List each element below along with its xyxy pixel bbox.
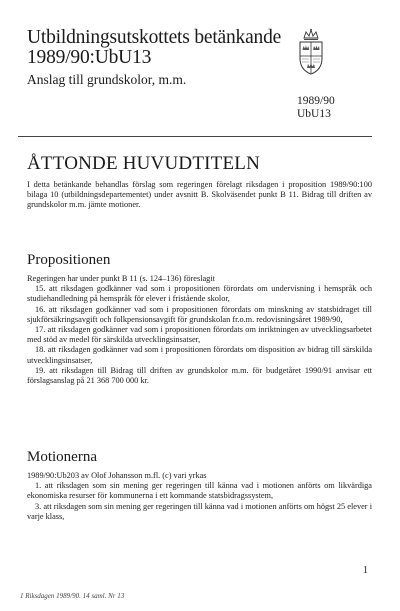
list-item: 17. att riksdagen godkänner vad som i propositionen förordats om inriktningen av utvecklingsarbetet med stöd av medel för särskilda utvecklingsinsatser, (27, 325, 372, 345)
list-item: 3. att riksdagen som sin mening ger regeringen till känna vad i motionen anförts om högst 25 elever i varje klass, (27, 501, 372, 521)
intro-paragraph: I detta betänkande behandlas förslag som regeringen förelagt riksdagen i proposition 1989/90:100 bilaga 10 (utbildningsdepartementet) under avsnitt B. Skolväsendet punkt B 11. Bidrag till driften av grundskolor m.m. jämte motioner. (27, 180, 372, 210)
docref-line-2: UbU13 (297, 108, 331, 120)
title-line-1: Utbildningsutskottets betänkande (27, 27, 282, 48)
document-subtitle: Anslag till grundskolor, m.m. (27, 72, 187, 87)
page-footer: 1 Riksdagen 1989/90. 14 saml. Nr 13 (20, 592, 125, 600)
propositionen-list (27, 274, 372, 386)
title-line-2: 1989/90:UbU13 (27, 47, 152, 68)
page-number: 1 (363, 565, 368, 576)
list-item: 15. att riksdagen godkänner vad som i propositionen förordats om undervisning i hemspråk och studiehandledning på hemspråk för elever i fristående skolor, (27, 284, 372, 304)
propositionen-lead: Regeringen har under punkt B 11 (s. 124–136) föreslagit (27, 274, 215, 283)
propositionen-heading: Propositionen (27, 252, 111, 268)
coat-of-arms-icon (296, 28, 326, 76)
header-divider (18, 136, 372, 137)
motionerna-list (27, 471, 372, 522)
list-item: 18. att riksdagen godkänner vad som i propositionen förordats om disposition av bidrag till särskilda utvecklingsinsatser, (27, 345, 372, 365)
motionerna-lead: 1989/90:Ub203 av Olof Johansson m.fl. (c) vari yrkas (27, 471, 207, 480)
list-item: 19. att riksdagen till Bidrag till driften av grundskolor m.m. för budgetåret 1990/91 anvisar ett förslagsanslag på 21 368 700 000 kr. (27, 365, 372, 386)
document-reference (297, 95, 335, 121)
document-title (27, 28, 307, 68)
section-heading: ÅTTONDE HUVUDTITELN (27, 153, 260, 174)
list-item: 1. att riksdagen som sin mening ger regeringen till känna vad i motionen anförts om likvärdiga ekonomiska resurser för kommunerna i ett kommande statsbidragssystem, (27, 481, 372, 501)
motionerna-heading: Motionerna (27, 449, 97, 465)
list-item: 16. att riksdagen godkänner vad som i propositionen förordats om minskning av statsbidraget till sjukförsäkringsavgift och folkpensionsavgift för grundskolan fr.o.m. redovisningsåret 1989/90, (27, 304, 372, 324)
docref-line-1: 1989/90 (297, 95, 335, 107)
